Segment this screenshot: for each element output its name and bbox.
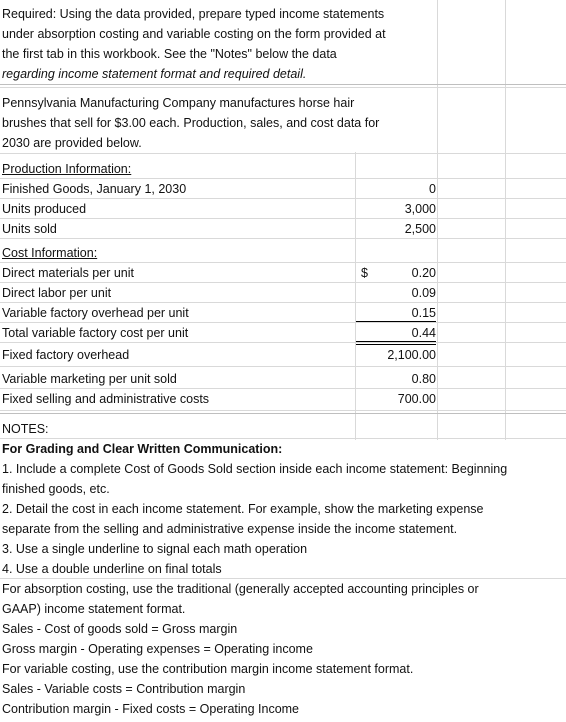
grid-row-line <box>0 262 566 263</box>
cost-value: 0.20 <box>411 266 436 280</box>
grid-row-line <box>0 87 566 88</box>
notes-line: 1. Include a complete Cost of Goods Sold section inside each income statement: Beginning <box>2 462 508 476</box>
notes-line: 3. Use a single underline to signal each math operation <box>2 542 308 556</box>
single-underline <box>356 321 436 322</box>
notes-line: For variable costing, use the contribution margin income statement format. <box>2 662 414 676</box>
notes-line: Sales - Variable costs = Contribution margin <box>2 682 246 696</box>
production-label: Units produced <box>2 202 87 216</box>
grid-row-line <box>0 218 566 219</box>
production-value: 2,500 <box>404 222 436 236</box>
notes-line: GAAP) income statement format. <box>2 602 186 616</box>
notes-line: finished goods, etc. <box>2 482 110 496</box>
cost-value: 0.15 <box>411 306 436 320</box>
grid-row-line <box>0 388 566 389</box>
currency-symbol: $ <box>361 266 368 280</box>
grid-row-line <box>0 322 566 323</box>
notes-line: Sales - Cost of goods sold = Gross margin <box>2 622 238 636</box>
cost-value: 0.44 <box>411 326 436 340</box>
grid-column-line <box>505 0 506 440</box>
grid-row-line <box>0 342 566 343</box>
required-line: the first tab in this workbook. See the "Notes" below the data <box>2 47 337 61</box>
grid-row-line <box>0 413 566 414</box>
grid-row-line <box>0 84 566 85</box>
grid-row-line <box>0 410 566 411</box>
cost-label: Fixed factory overhead <box>2 348 130 362</box>
double-underline <box>356 341 436 345</box>
grid-column-line <box>355 152 356 440</box>
production-value: 3,000 <box>404 202 436 216</box>
grid-column-line <box>437 0 438 440</box>
cost-label: Variable factory overhead per unit <box>2 306 189 320</box>
cost-value: 2,100.00 <box>387 348 436 362</box>
notes-line: For absorption costing, use the traditional (generally accepted accounting principles or <box>2 582 479 596</box>
cost-label: Direct labor per unit <box>2 286 112 300</box>
grid-row-line <box>0 198 566 199</box>
required-line: under absorption costing and variable costing on the form provided at <box>2 27 386 41</box>
grid-row-line <box>0 438 566 439</box>
cost-value: 700.00 <box>397 392 436 406</box>
production-label: Finished Goods, January 1, 2030 <box>2 182 187 196</box>
notes-line: 4. Use a double underline on final totals <box>2 562 222 576</box>
grid-row-line <box>0 153 566 154</box>
intro-line: brushes that sell for $3.00 each. Production, sales, and cost data for <box>2 116 380 130</box>
notes-grading-header: For Grading and Clear Written Communication: <box>2 442 283 456</box>
grid-row-line <box>0 302 566 303</box>
grid-row-line <box>0 238 566 239</box>
cost-label: Variable marketing per unit sold <box>2 372 177 386</box>
grid-row-line <box>0 366 566 367</box>
intro-line: Pennsylvania Manufacturing Company manufactures horse hair <box>2 96 355 110</box>
production-header: Production Information: <box>2 162 132 176</box>
cost-header: Cost Information: <box>2 246 98 260</box>
grid-row-line <box>0 578 566 579</box>
cost-value: 0.80 <box>411 372 436 386</box>
cost-label: Direct materials per unit <box>2 266 134 280</box>
intro-line: 2030 are provided below. <box>2 136 142 150</box>
grid-row-line <box>0 178 566 179</box>
required-line: Required: Using the data provided, prepare typed income statements <box>2 7 385 21</box>
notes-title: NOTES: <box>2 422 49 436</box>
cost-value: 0.09 <box>411 286 436 300</box>
cost-label: Fixed selling and administrative costs <box>2 392 210 406</box>
notes-line: Contribution margin - Fixed costs = Operating Income <box>2 702 300 716</box>
notes-line: separate from the selling and administrative expense inside the income statement. <box>2 522 458 536</box>
grid-row-line <box>0 282 566 283</box>
notes-line: Gross margin - Operating expenses = Operating income <box>2 642 313 656</box>
required-line: regarding income statement format and required detail. <box>2 67 307 81</box>
notes-line: 2. Detail the cost in each income statement. For example, show the marketing expense <box>2 502 484 516</box>
production-label: Units sold <box>2 222 57 236</box>
production-value: 0 <box>429 182 436 196</box>
cost-label: Total variable factory cost per unit <box>2 326 189 340</box>
